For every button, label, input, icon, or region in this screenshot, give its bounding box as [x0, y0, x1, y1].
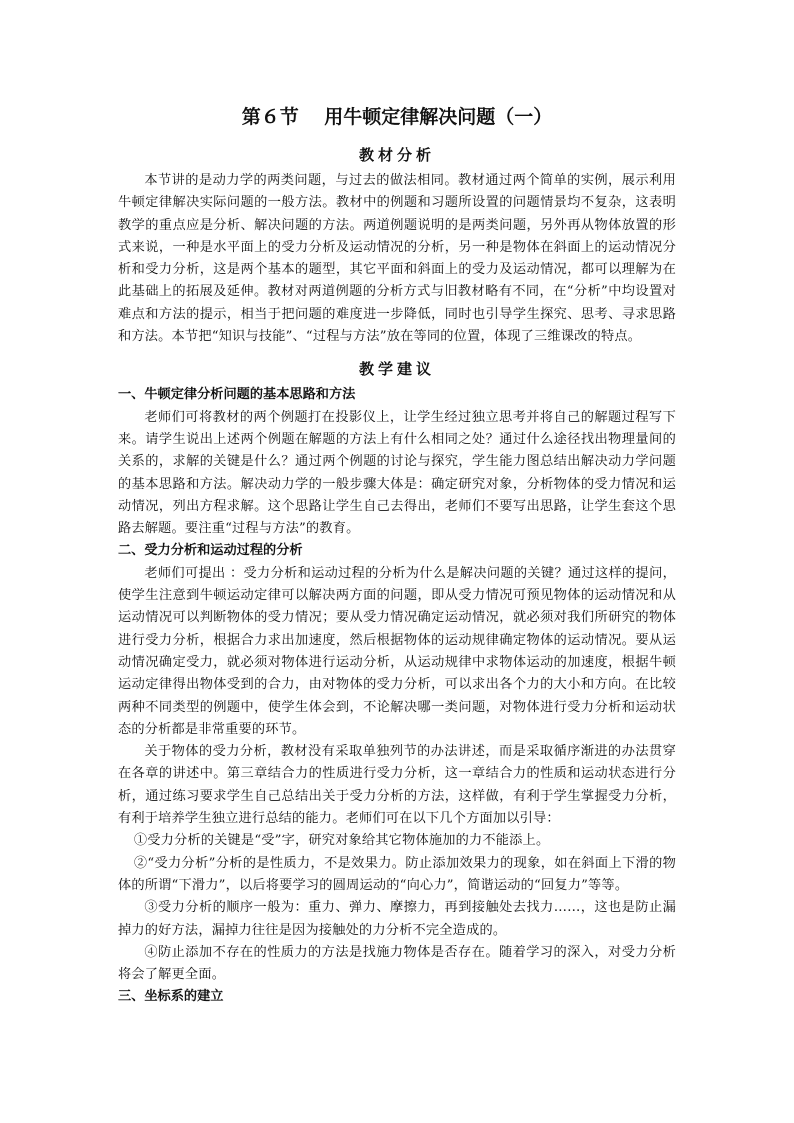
basic-approach-paragraph: 老师们可将教材的两个例题打在投影仪上，让学生经过独立思考并将自己的解题过程写下来。请学生说出上述两个例题在解题的方法上有什么相同之处？通过什么途径找出物理量间的关系的，求解的关键是什么？通过两个例题的讨论与探究，学生能力图总结出解决动力学问题的基本思路和方法。解决动力学的一般步骤大体是：确定研究对象，分析物体的受力情况和运动情况，列出方程求解。这个思路让学生自己去得出，老师们不要写出思路，让学生套这个思路去解题。要注重“过程与方法”的教育。 [118, 409, 676, 537]
list-item: ③受力分析的顺序一般为：重力、弹力、摩擦力，再到接触处去找力……，这也是防止漏掉力的好方法，漏掉力往往是因为接触处的力分析不完全造成的。 [118, 900, 676, 938]
section-teaching-suggestions [118, 356, 676, 1008]
document-page [118, 100, 676, 1009]
spacer [118, 348, 676, 356]
subheading-coordinate-system: 三、坐标系的建立 [118, 989, 224, 1005]
page-title: 第６节 用牛顿定律解决问题（一） [241, 106, 553, 128]
force-motion-paragraph-2: 关于物体的受力分析，教材没有采取单独列节的办法讲述，而是采取循序渐进的办法贯穿在各章的讲述中。第三章结合力的性质进行受力分析，这一章结合力的性质和运动状态进行分析，通过练习要求学生自己总结出关于受力分析的方法，这样做，有利于学生掌握受力分析，有利于培养学生独立进行总结的能力。老师们可在以下几个方面加以引导： [118, 744, 676, 827]
subheading-force-motion-analysis: 二、受力分析和运动过程的分析 [118, 543, 303, 559]
list-item: ①受力分析的关键是“受”字，研究对象给其它物体施加的力不能添上。 [133, 833, 550, 849]
list-item: ②“受力分析”分析的是性质力，不是效果力。防止添加效果力的现象，如在斜面上下滑的物体的所谓“下滑力”，以后将要学习的圆周运动的“向心力”，简谐运动的“回复力”等等。 [118, 855, 676, 893]
section-textbook-analysis [118, 142, 676, 348]
section-heading-textbook-analysis: 教材分析 [358, 146, 435, 164]
list-item: ④防止添加不存在的性质力的方法是找施力物体是否存在。随着学习的深入，对受力分析将会了解更全面。 [118, 944, 676, 983]
force-motion-paragraph-1: 老师们可提出 ：受力分析和运动过程的分析为什么是解决问题的关键？通过这样的提问，使学生注意到牛顿运动定律可以解决两方面的问题，即从受力情况可预见物体的运动情况和从运动情况可以判断物体的受力情况；要从受力情况确定运动情况，就必须对我们所研究的物体进行受力分析，根据合力求出加速度，然后根据物体的运动规律确定物体的运动情况。要从运动情况确定受力，就必须对物体进行运动分析，从运动规律中求物体运动的加速度，根据牛顿运动定律得出物体受到的合力，由对物体的受力分析，可以求出各个力的大小和方向。在比较两种不同类型的例题中，使学生体会到，不论解决哪一类问题，对物体进行受力分析和运动状态的分析都是非常重要的环节。 [118, 565, 676, 737]
subheading-basic-approach: 一、牛顿定律分析问题的基本思路和方法 [118, 387, 356, 403]
section-heading-teaching-suggestions: 教学建议 [358, 360, 435, 379]
textbook-analysis-paragraph: 本节讲的是动力学的两类问题，与过去的做法相同。教材通过两个简单的实例，展示利用牛顿定律解决实际问题的一般方法。教材中的例题和习题所设置的问题情景均不复杂，这表明教学的重点应是分析、解决问题的方法。两道例题说明的是两类问题，另外再从物体放置的形式来说，一种是水平面上的受力分析及运动情况的分析，另一种是物体在斜面上的运动情况分析和受力分析，这是两个基本的题型，其它平面和斜面上的受力及运动情况，都可以理解为在此基础上的拓展及延伸。教材对两道例题的分析方式与旧教材略有不同，在“分析”中均设置对难点和方法的提示，相当于把问题的难度进一步降低，同时也引导学生探究、思考、寻求思路和方法。本节把“知识与技能”、“过程与方法”放在等同的位置，体现了三维课改的特点。 [118, 173, 676, 345]
